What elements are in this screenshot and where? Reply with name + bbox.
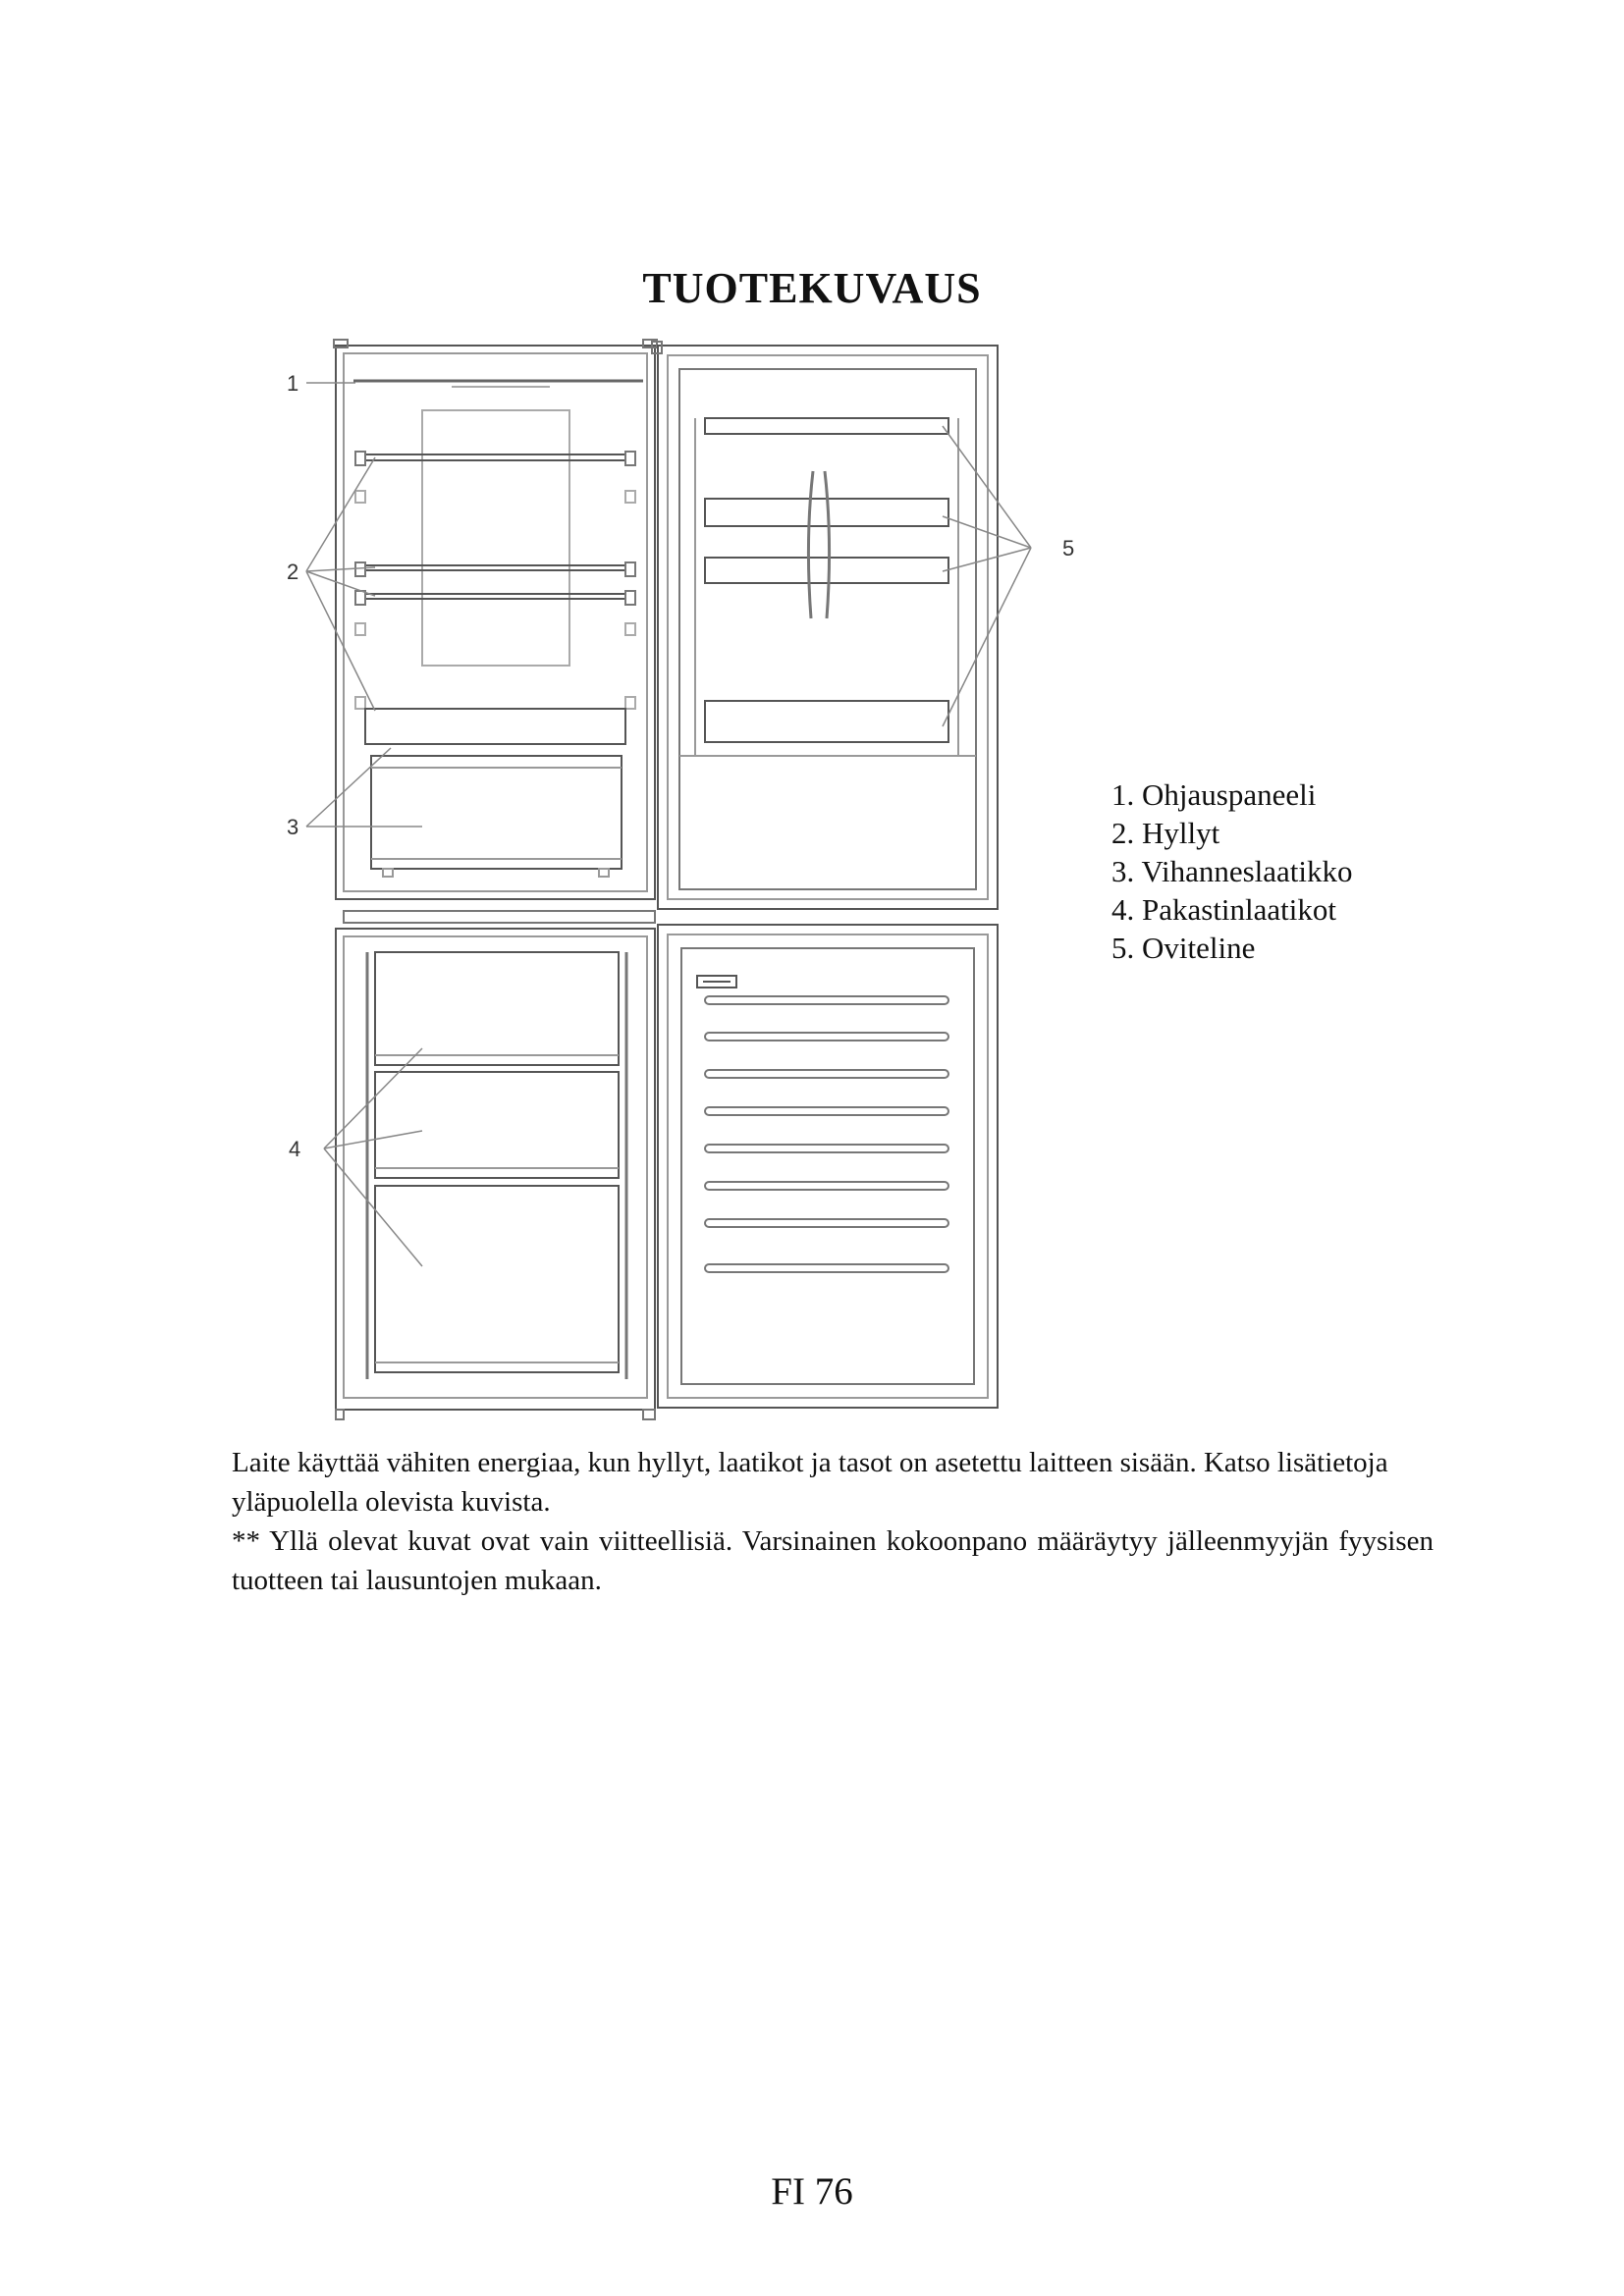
callout-4: 4 [289,1137,301,1161]
shelf [365,565,625,570]
parts-legend [1111,775,1353,967]
legend-item: 4. Pakastinlaatikot [1111,892,1337,927]
vegetable-drawer [371,756,622,877]
callout-1: 1 [287,371,299,396]
legend-item: 3. Vihanneslaatikko [1111,854,1353,888]
door-rack [705,418,948,434]
shelf [365,594,625,599]
freezer-drawers [367,952,626,1379]
freezer-drawer [375,1072,619,1178]
energy-note: Laite käyttää vähiten energiaa, kun hyllyt, laatikot ja tasot on asetettu laitteen sisään. Katso lisätietoja yläpuolella olevista kuvista. [232,1447,1388,1518]
fridge-door [652,342,998,909]
disclaimer-note: ** Yllä olevat kuvat ovat vain viitteellisiä. Varsinainen kokoonpano määräytyy jälleenmyyjän fyysisen tuotteen tai lausuntojen mukaan. [232,1525,1434,1596]
body-text [232,1443,1434,1600]
legend-item: 1. Ohjauspaneeli [1111,777,1317,812]
callout-5: 5 [1062,536,1075,561]
legend-item: 2. Hyllyt [1111,816,1220,850]
freezer-door-ribs [705,996,948,1272]
crisper-cover [365,709,625,744]
fridge-shelves [355,452,635,744]
page-title: TUOTEKUVAUS [642,264,982,312]
door-rack [705,701,948,742]
compartment-divider [344,911,655,923]
shelf [365,454,625,460]
callout-3: 3 [287,815,299,839]
legend-item: 5. Oviteline [1111,931,1256,965]
callout-2: 2 [287,560,299,584]
door-rack [705,558,948,583]
freezer-drawer [375,1186,619,1372]
door-racks [679,418,976,756]
fridge-diagram [265,324,1110,1423]
freezer-cabinet [336,929,655,1419]
page-number: FI 76 [771,2170,853,2213]
freezer-drawer [375,952,619,1065]
fridge-cabinet [334,340,657,899]
